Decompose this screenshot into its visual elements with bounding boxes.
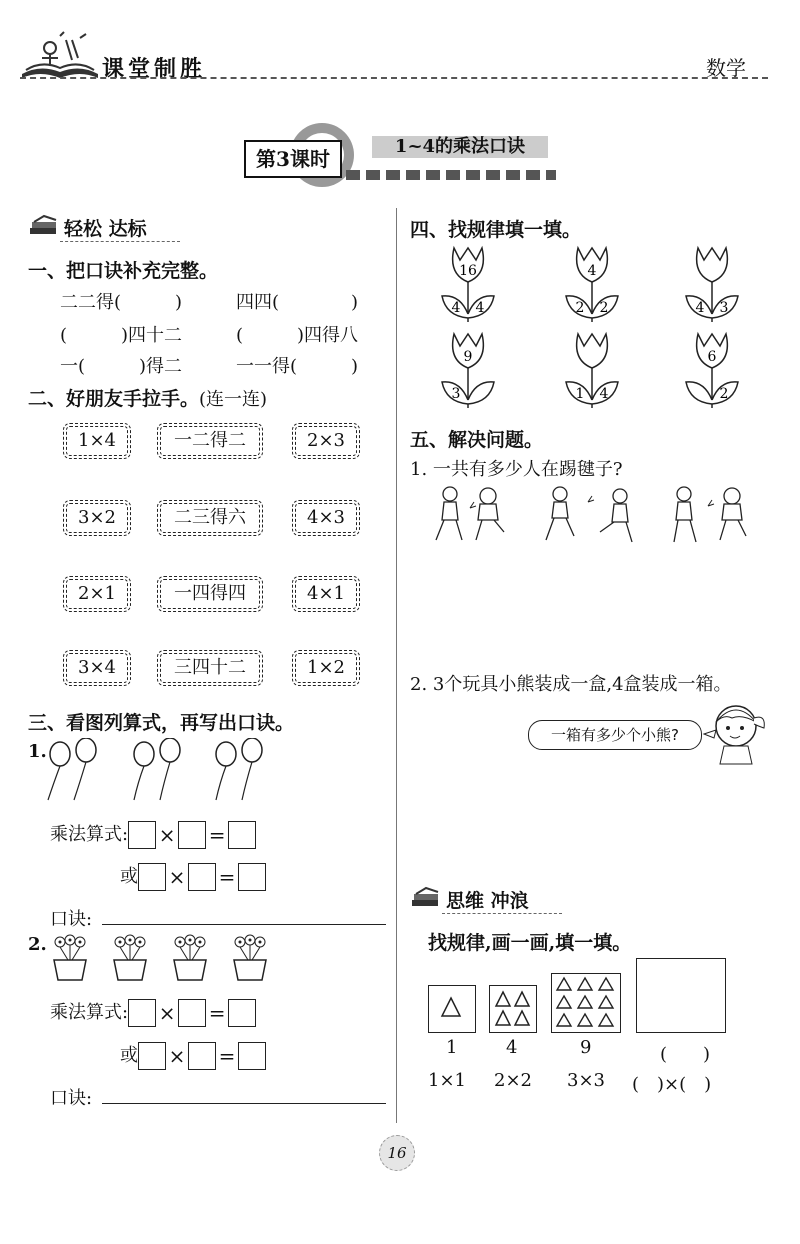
q5-problem-2: 2. 3个玩具小熊装成一盒,4盒装成一箱。 (410, 674, 732, 695)
answer-box[interactable] (228, 821, 256, 849)
equals-sign: = (208, 823, 226, 847)
q1-title: 一、把口诀补充完整。 (28, 260, 219, 282)
column-divider (396, 208, 397, 1123)
banner-stripes (346, 170, 556, 180)
pattern-expr-1: 1×1 (428, 1070, 466, 1091)
q1-blank-2[interactable]: 四四( ) (236, 292, 359, 313)
tulip-5 (566, 334, 618, 408)
kids-kicking-shuttlecock-illustration (428, 484, 768, 546)
mult-label: 乘法算式: (50, 1002, 129, 1023)
q3-title: 三、看图列算式，再写出口诀。 (28, 712, 295, 734)
pattern-square-2 (489, 985, 537, 1033)
times-sign: × (158, 823, 176, 847)
tulip-5-right[interactable]: 4 (599, 386, 609, 402)
answer-box[interactable] (238, 1042, 266, 1070)
q3-1-or-row (120, 862, 266, 891)
q1-blank-1[interactable]: 二二得( ) (60, 292, 183, 313)
tulip-5-left[interactable]: 1 (575, 386, 585, 402)
q3-1-verse-label: 口诀: (50, 909, 93, 930)
tulip-1-left[interactable]: 4 (451, 300, 461, 316)
q4-title: 四、找规律填一填。 (410, 219, 582, 241)
q2-title: 二、好朋友手拉手。 (28, 388, 200, 410)
answer-box[interactable] (138, 1042, 166, 1070)
q1-blank-4[interactable]: ( )四得八 (236, 325, 359, 346)
books-icon (410, 886, 442, 910)
q3-1-mult-row (50, 820, 256, 849)
triangles-2x2-icon (490, 986, 535, 1031)
or-label: 或 (120, 866, 138, 887)
lesson-label: 第3课时 (244, 140, 342, 178)
answer-box[interactable] (228, 999, 256, 1027)
match-middle-3[interactable]: 一四得四 (160, 579, 260, 609)
tulip-6-top[interactable]: 6 (707, 349, 717, 365)
q2-heading (28, 384, 267, 411)
pattern-expr-4[interactable]: ( )×( ) (632, 1074, 712, 1095)
match-right-1[interactable]: 2×3 (295, 426, 357, 456)
brand-title: 课堂制胜 (102, 57, 207, 82)
pattern-count-4[interactable]: ( ) (660, 1044, 711, 1065)
subject-label: 数学 (706, 56, 746, 80)
answer-box[interactable] (138, 863, 166, 891)
lesson-topic: 1~4的乘法口诀 (372, 136, 548, 158)
q3-2-verse-line[interactable] (102, 1103, 386, 1104)
q6-title: 找规律,画一画,填一填。 (428, 932, 632, 954)
pattern-square-3 (551, 973, 621, 1033)
books-icon (28, 214, 60, 238)
tulip-4 (442, 334, 494, 408)
triangle-icon (429, 986, 474, 1031)
answer-box[interactable] (188, 1042, 216, 1070)
girl-illustration (702, 700, 768, 766)
match-right-4[interactable]: 1×2 (295, 653, 357, 683)
pattern-count-2: 4 (506, 1037, 518, 1058)
triangles-3x3-icon (552, 974, 619, 1031)
tulip-2-right[interactable]: 2 (599, 300, 609, 316)
tulip-1-right[interactable]: 4 (475, 300, 485, 316)
pattern-expr-2: 2×2 (494, 1070, 532, 1091)
section-easy-heading: 轻松 达标 (64, 218, 147, 240)
speech-bubble: 一箱有多少个小熊? (528, 720, 702, 750)
pattern-count-1: 1 (446, 1037, 458, 1058)
match-right-3[interactable]: 4×1 (295, 579, 357, 609)
tulip-2-left[interactable]: 2 (575, 300, 585, 316)
q3-2-or-row (120, 1041, 266, 1070)
section-think-heading: 思维 冲浪 (446, 890, 529, 912)
tulip-1 (442, 248, 494, 322)
equals-sign: = (218, 1044, 236, 1068)
tulip-6 (686, 334, 738, 408)
tulip-grid (440, 244, 780, 414)
match-left-4[interactable]: 3×4 (66, 653, 128, 683)
tulip-4-top[interactable]: 9 (463, 349, 473, 365)
equals-sign: = (218, 865, 236, 889)
answer-box[interactable] (178, 821, 206, 849)
match-right-2[interactable]: 4×3 (295, 503, 357, 533)
section-easy-underline (60, 241, 180, 242)
match-middle-2[interactable]: 二三得六 (160, 503, 260, 533)
q3-item2-number: 2. (28, 934, 47, 955)
section-think-underline (442, 913, 562, 914)
answer-box[interactable] (238, 863, 266, 891)
page-number: 16 (379, 1135, 415, 1171)
match-left-1[interactable]: 1×4 (66, 426, 128, 456)
answer-box[interactable] (178, 999, 206, 1027)
balloons-illustration (40, 738, 280, 804)
q3-2-verse-label: 口诀: (50, 1088, 93, 1109)
q5-problem-1: 1. 一共有多少人在踢毽子? (410, 459, 623, 480)
tulip-3 (686, 248, 738, 322)
tulip-3-right[interactable]: 3 (719, 300, 729, 316)
q2-note: (连一连) (199, 389, 268, 410)
book-logo-icon (20, 30, 100, 80)
q1-blank-5[interactable]: 一( )得二 (60, 356, 183, 377)
q5-title: 五、解决问题。 (410, 429, 544, 451)
or-label: 或 (120, 1045, 138, 1066)
pattern-square-4-draw-area[interactable] (636, 958, 726, 1033)
times-sign: × (168, 1044, 186, 1068)
tulip-4-left[interactable]: 3 (451, 386, 461, 402)
tulip-2-top[interactable]: 4 (587, 263, 597, 279)
tulip-1-top[interactable]: 16 (459, 263, 477, 279)
pattern-square-1 (428, 985, 476, 1033)
answer-box[interactable] (188, 863, 216, 891)
answer-box[interactable] (128, 999, 156, 1027)
answer-box[interactable] (128, 821, 156, 849)
match-middle-1[interactable]: 一二得二 (160, 426, 260, 456)
pattern-expr-3: 3×3 (567, 1070, 605, 1091)
tulip-6-right[interactable]: 2 (719, 386, 729, 402)
flower-pots-illustration (48, 934, 288, 984)
match-left-3[interactable]: 2×1 (66, 579, 128, 609)
header-divider (20, 77, 768, 79)
times-sign: × (158, 1001, 176, 1025)
match-left-2[interactable]: 3×2 (66, 503, 128, 533)
q3-2-mult-row (50, 998, 256, 1027)
q3-item1-number: 1. (28, 741, 47, 762)
mult-label: 乘法算式: (50, 824, 129, 845)
times-sign: × (168, 865, 186, 889)
pattern-count-3: 9 (580, 1037, 592, 1058)
match-middle-4[interactable]: 三四十二 (160, 653, 260, 683)
q1-blank-3[interactable]: ( )四十二 (60, 325, 183, 346)
equals-sign: = (208, 1001, 226, 1025)
q1-blank-6[interactable]: 一一得( ) (236, 356, 359, 377)
tulip-3-left[interactable]: 4 (695, 300, 705, 316)
q3-1-verse-line[interactable] (102, 924, 386, 925)
tulip-2 (566, 248, 618, 322)
